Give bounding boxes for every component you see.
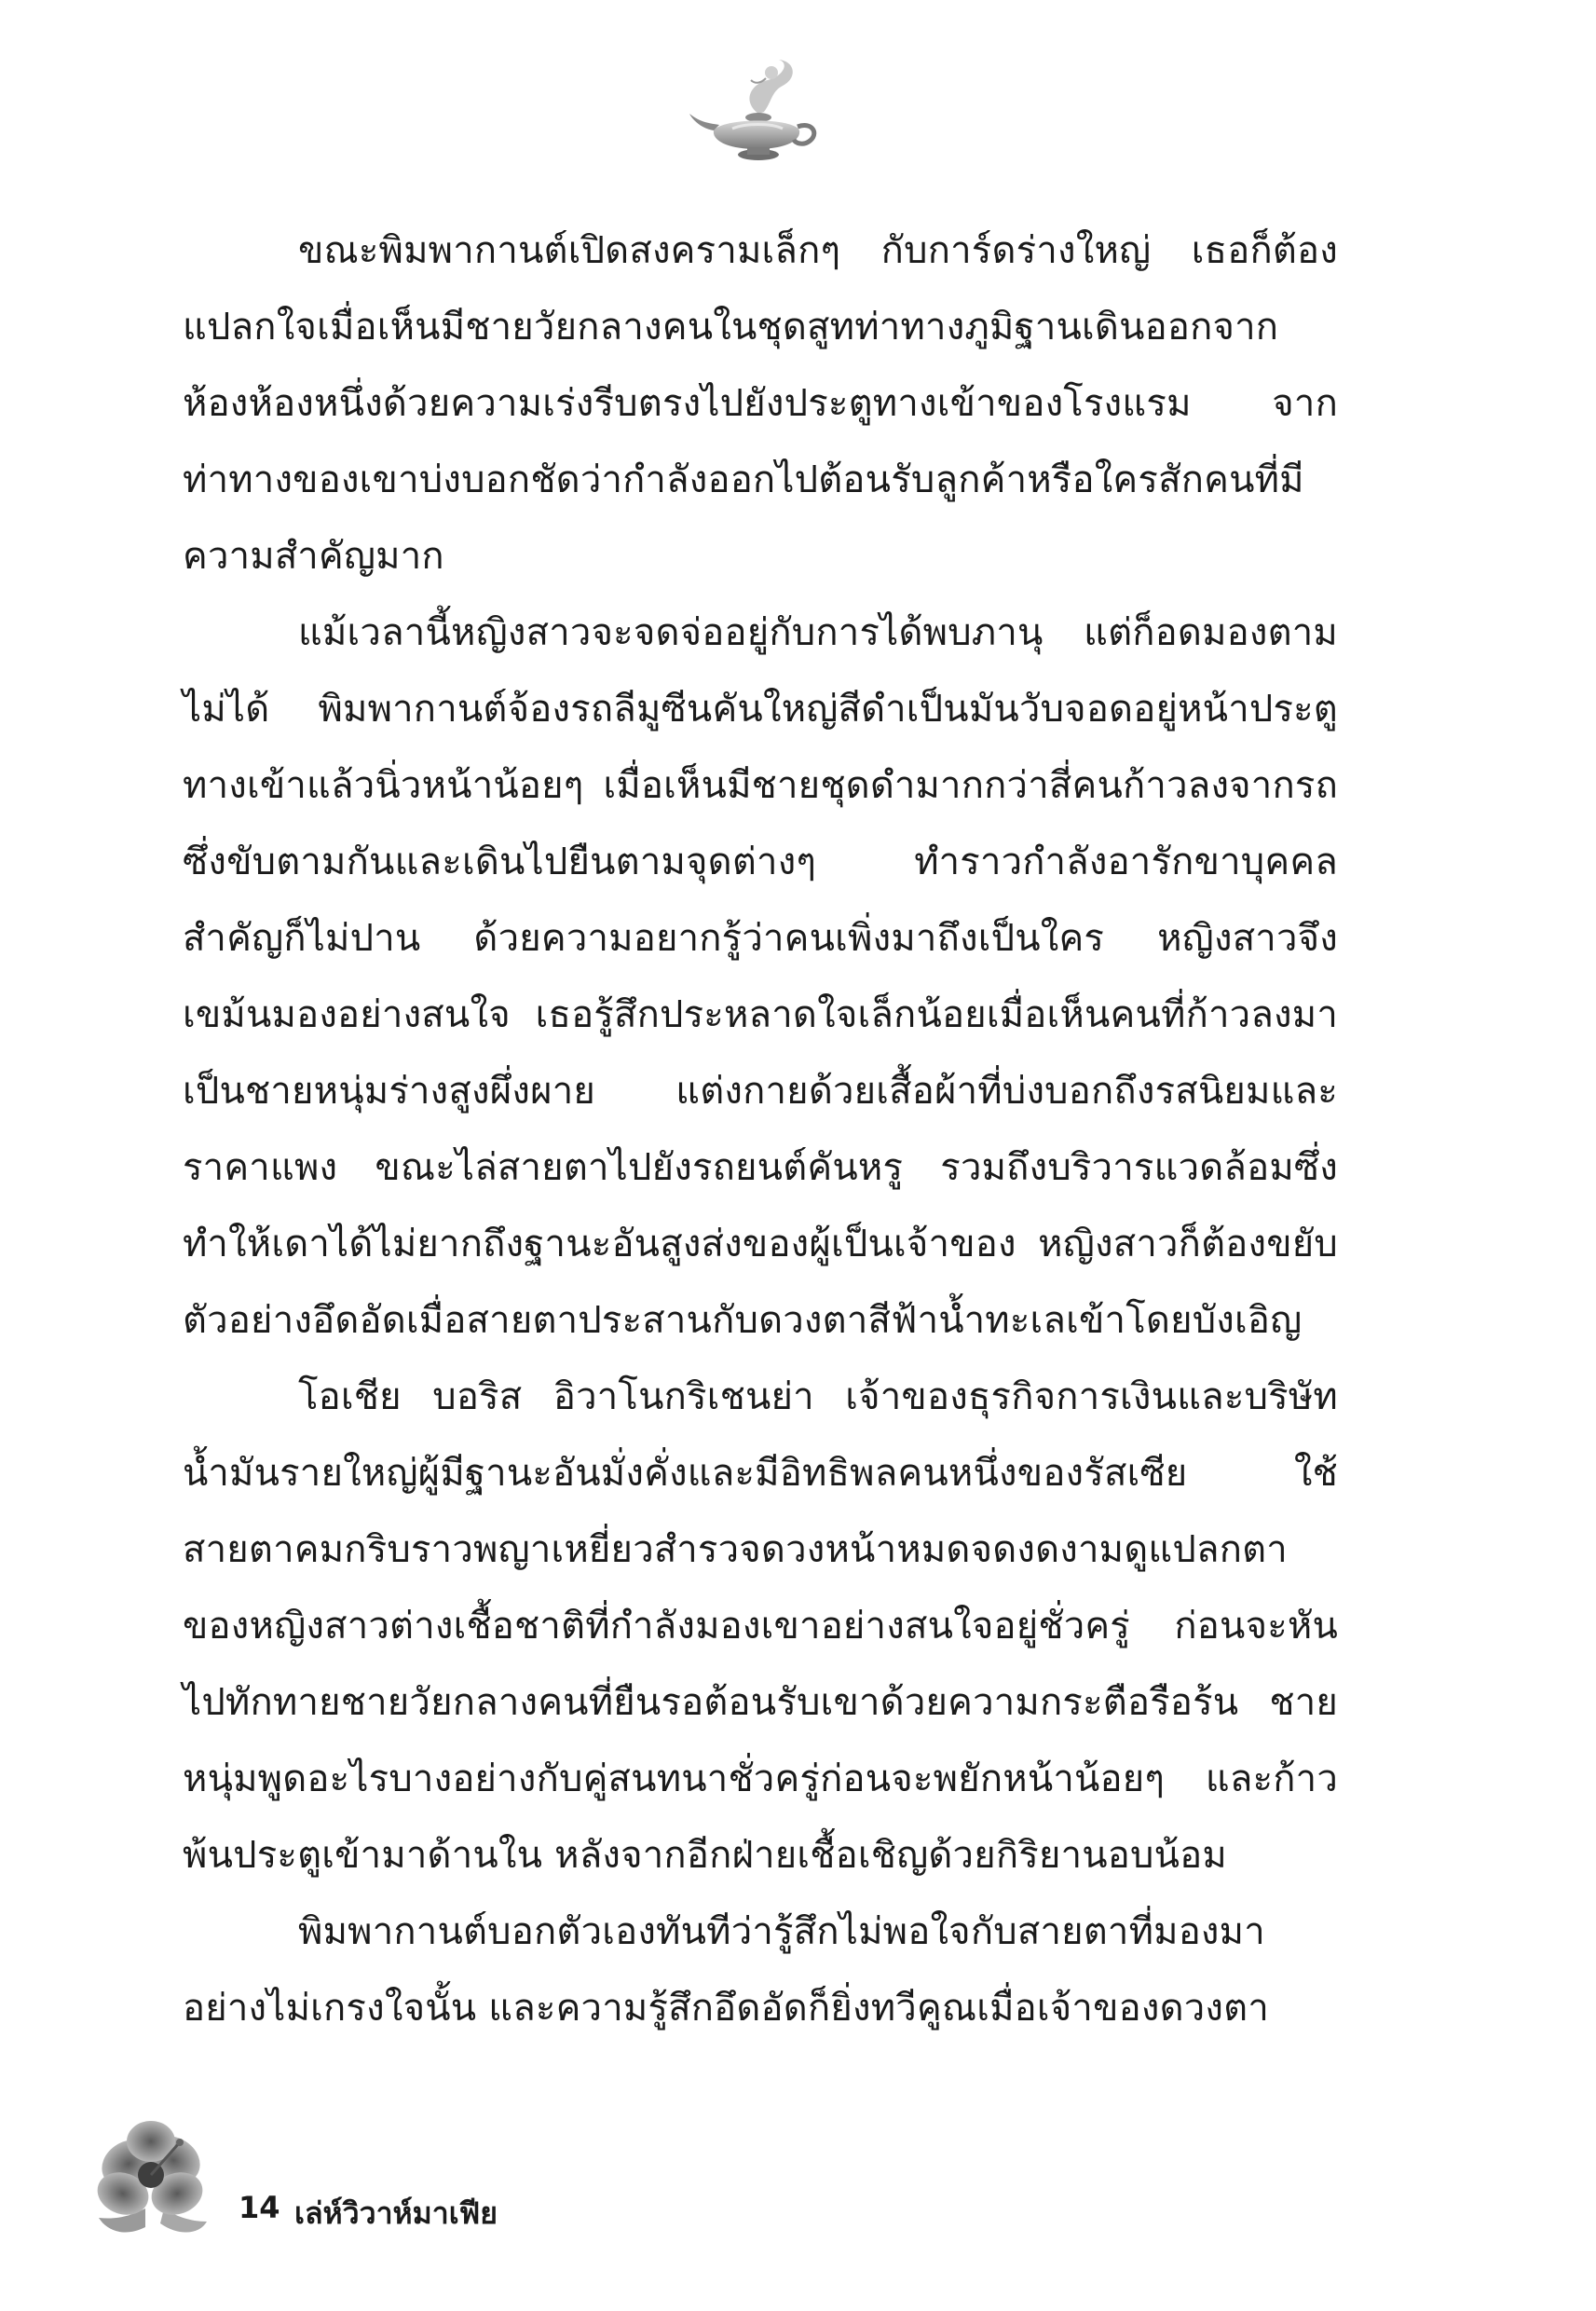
page-footer (89, 2115, 742, 2283)
body-text (183, 212, 1338, 2046)
hibiscus-flower-icon (89, 2115, 211, 2246)
paragraph: แม้เวลานี้หญิงสาวจะจดจ่ออยู่กับการได้พบภานุ แต่ก็อดมองตามไม่ได้ พิมพากานต์จ้องรถลีมูซีนคันใหญ่สีดำเป็นมันวับจอดอยู่หน้าประตูทางเข้าแล้วนิ่วหน้าน้อยๆ เมื่อเห็นมีชายชุดดำมากกว่าสี่คนก้าวลงจากรถซึ่งขับตามกันและเดินไปยืนตามจุดต่างๆ ทำราวกำลังอารักขาบุคคลสำคัญก็ไม่ปาน ด้วยความอยากรู้ว่าคนเพิ่งมาถึงเป็นใคร หญิงสาวจึงเขม้นมองอย่างสนใจ เธอรู้สึกประหลาดใจเล็กน้อยเมื่อเห็นคนที่ก้าวลงมาเป็นชายหนุ่มร่างสูงผึ่งผาย แต่งกายด้วยเสื้อผ้าที่บ่งบอกถึงรสนิยมและราคาแพง ขณะไล่สายตาไปยังรถยนต์คันหรู รวมถึงบริวารแวดล้อมซึ่งทำให้เดาได้ไม่ยากถึงฐานะอันสูงส่งของผู้เป็นเจ้าของ หญิงสาวก็ต้องขยับตัวอย่างอึดอัดเมื่อสายตาประสานกับดวงตาสีฟ้าน้ำทะเลเข้าโดยบังเอิญ (183, 611, 1338, 1342)
paragraph: พิมพากานต์บอกตัวเองทันทีว่ารู้สึกไม่พอใจกับสายตาที่มองมาอย่างไม่เกรงใจนั้น และความรู้สึกอึดอัดก็ยิ่งทวีคูณเมื่อเจ้าของดวงตา (183, 1910, 1269, 2030)
magic-lamp-icon (686, 56, 825, 168)
book-title: เล่ห์วิวาห์มาเฟีย (294, 2195, 498, 2231)
paragraph: โอเชีย บอริส อิวาโนกริเชนย่า เจ้าของธุรกิจการเงินและบริษัทน้ำมันรายใหญ่ผู้มีฐานะอันมั่งคั่งและมีอิทธิพลคนหนึ่งของรัสเซีย ใช้สายตาคมกริบราวพญาเหยี่ยวสำรวจดวงหน้าหมดจดงดงามดูแปลกตาของหญิงสาวต่างเชื้อชาติที่กำลังมองเขาอย่างสนใจอยู่ชั่วครู่ ก่อนจะหันไปทักทายชายวัยกลางคนที่ยืนรอต้อนรับเขาด้วยความกระตือรือร้น ชายหนุ่มพูดอะไรบางอย่างกับคู่สนทนาชั่วครู่ก่อนจะพยักหน้าน้อยๆ และก้าวพ้นประตูเข้ามาด้านใน หลังจากอีกฝ่ายเชื้อเชิญด้วยกิริยานอบน้อม (183, 1375, 1338, 1877)
page-number: 14 (239, 2190, 280, 2225)
paragraph: ขณะพิมพากานต์เปิดสงครามเล็กๆ กับการ์ดร่างใหญ่ เธอก็ต้องแปลกใจเมื่อเห็นมีชายวัยกลางคนในชุดสูทท่าทางภูมิฐานเดินออกจากห้องห้องหนึ่งด้วยความเร่งรีบตรงไปยังประตูทางเข้าของโรงแรม จากท่าทางของเขาบ่งบอกชัดว่ากำลังออกไปต้อนรับลูกค้าหรือใครสักคนที่มีความสำคัญมาก (183, 229, 1338, 578)
